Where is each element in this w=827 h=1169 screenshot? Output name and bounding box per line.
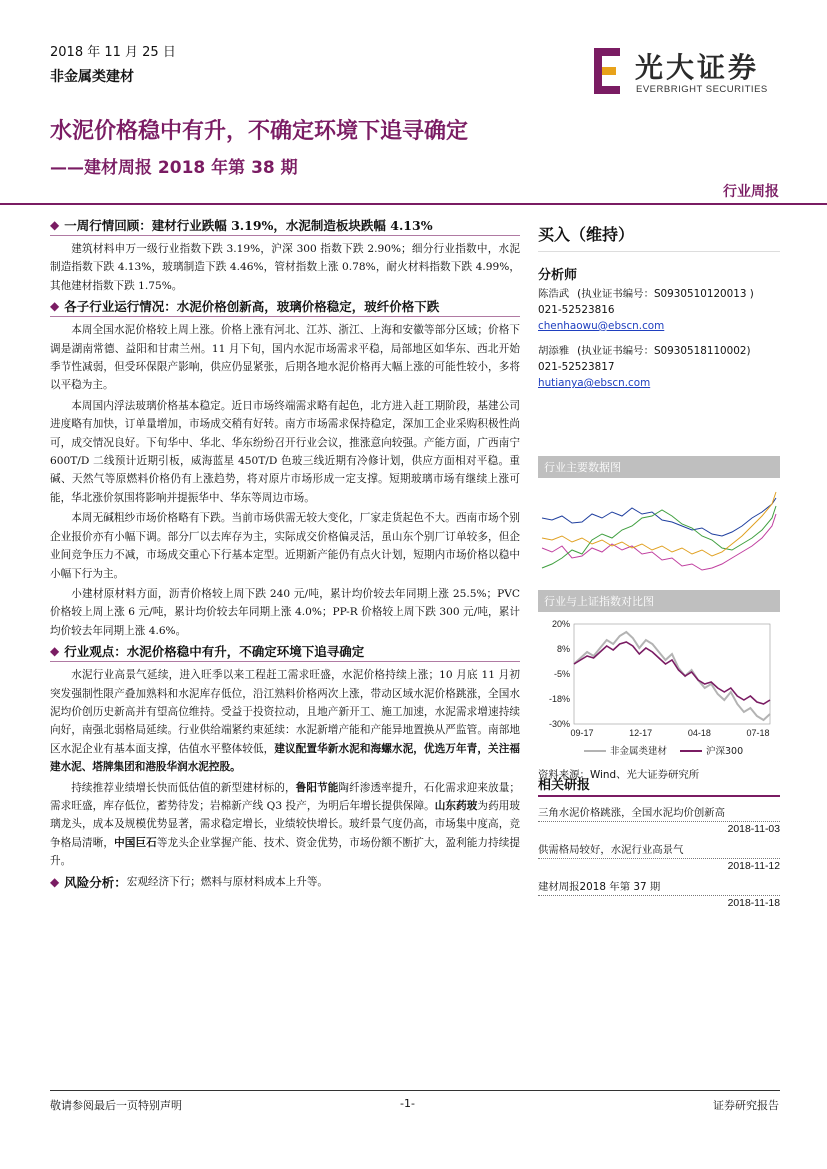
analysts-heading: 分析师: [538, 268, 578, 283]
paragraph: [50, 666, 520, 776]
sector-label: 非金属类建材: [50, 69, 134, 85]
brand-logo: [588, 44, 788, 100]
x-tick-label: 12-17: [629, 728, 653, 738]
paragraph: 本周无碱粗纱市场价格略有下跌。当前市场供需无较大变化，厂家走货起色不大。西南市场个别企业报价亦有小幅下调。部分厂以去库存为主，实际成交价格偏灵活，虽山东个别厂订单较多，但企业间竞争压力不减，市场成交重心下行基本定型。近期新产能仍有点火计划，短期内市场价格以稳中小幅下行为主。: [50, 512, 520, 580]
industry-data-chart: [538, 456, 780, 590]
analyst-email-link[interactable]: chenhaowu@ebscn.com: [538, 319, 665, 332]
analyst-name: 陈浩武: [538, 288, 570, 300]
section-heading: 一周行情回顾：建材行业跌幅 3.19%，水泥制造板块跌幅 4.13%: [64, 218, 433, 233]
diamond-bullet-icon: ◆: [50, 299, 60, 314]
report-subtitle: ——建材周报 2018 年第 38 期: [50, 158, 298, 178]
logo-text-cn: 光大证券: [635, 51, 760, 84]
related-report-date: 2018-11-12: [538, 858, 780, 875]
related-report-title: 建材周报2018 年第 37 期: [538, 881, 661, 893]
analyst-name: 胡添雅: [538, 345, 570, 358]
related-report-title: 供需格局较好，水泥行业高景气: [538, 844, 684, 856]
section-heading: 各子行业运行情况：水泥价格创新高，玻璃价格稳定，玻纤价格下跌: [64, 299, 440, 315]
section-subsector-review: [50, 297, 520, 317]
everbright-logo-icon: [588, 44, 624, 98]
industry-data-plot: [538, 478, 780, 586]
chart-label: 行业与上证指数对比图: [538, 590, 780, 612]
recommendation-text: 建议配置华新水泥和海螺水泥，优选万年青，关注福建水泥、塔牌集团和港股华润水泥控股。: [50, 742, 520, 774]
analyst-cert: (执业证书编号：S0930510120013 ): [577, 288, 754, 300]
header-divider: [0, 203, 827, 205]
y-tick-label: -5%: [553, 669, 570, 679]
paragraph: 小建材原材料方面，沥青价格较上周下跌 240 元/吨，累计均价较去年同期上涨 25.5%；PVC 价格较上周上涨 6 元/吨，累计均价较去年同期上涨 4.0%；PP-R 价格较上周下跌 300 元/吨，累计均价较去年同期上涨 4.6%。: [50, 587, 520, 637]
related-heading: 相关研报: [538, 774, 780, 797]
y-tick-label: -30%: [548, 719, 570, 729]
report-type-tag: 行业周报: [723, 184, 779, 200]
related-report-item[interactable]: [538, 805, 780, 838]
section-heading: 行业观点：水泥价格稳中有升，不确定环境下追寻确定: [64, 644, 365, 660]
stock-name: 中国巨石: [114, 836, 157, 849]
related-report-item[interactable]: [538, 842, 780, 875]
logo-text-en: EVERBRIGHT SECURITIES: [636, 84, 768, 95]
analyst-phone: 021-52523816: [538, 303, 615, 316]
footer-report-type: 证券研究报告: [713, 1099, 779, 1112]
paragraph-text: 等龙头企业掌握产能、技术、资金优势，市场份额不断扩大，盈利能力持续提升。: [50, 836, 521, 868]
paragraph: 本周全国水泥价格较上周上涨。价格上涨有河北、江苏、浙江、上海和安徽等部分区域；价格下调是湖南常德、益阳和甘肃兰州。11 月下旬，国内水泥市场需求平稳，局部地区如华东、西北开始季节性减弱，但受环保限产影响，供应仍显紧张，后期各地水泥价格再大幅上涨的可能性较小，多将以平稳为主。: [50, 324, 520, 392]
analyst-phone: 021-52523817: [538, 361, 615, 374]
paragraph: 建筑材料申万一级行业指数下跌 3.19%，沪深 300 指数下跌 2.90%；细分行业指数中，水泥制造指数下跌 4.13%，玻璃制造下跌 4.46%，管材指数上涨 0.78%，耐火材料指数下跌 4.99%，其他建材指数下跌 1.75%。: [50, 243, 520, 292]
rating: 买入（维持）: [538, 222, 780, 252]
y-tick-label: 20%: [551, 619, 570, 629]
diamond-bullet-icon: ◆: [50, 644, 60, 659]
comparison-plot: [538, 612, 780, 762]
legend-label: 沪深300: [706, 746, 744, 757]
sidebar: [538, 214, 780, 392]
series-line: [574, 632, 770, 720]
analyst-cert: (执业证书编号：S0930518110002): [577, 345, 751, 358]
paragraph-text: 为药用玻璃龙头，成本及规模优势显著，需求稳定增长，业绩较快增长。玻纤景气度仍高，市场集中度高，竞争格局清晰，: [50, 799, 520, 849]
paragraph-text: 持续推荐业绩增长快而低估值的新型建材标的，: [71, 781, 296, 794]
y-tick-label: 8%: [556, 644, 570, 654]
footer-disclaimer: 敬请参阅最后一页特别声明: [50, 1099, 182, 1112]
section-market-review: [50, 216, 520, 236]
report-date: 2018 年 11 月 25 日: [50, 45, 176, 60]
x-tick-label: 07-18: [746, 728, 770, 738]
related-report-title: 三角水泥价格跳涨，全国水泥均价创新高: [538, 807, 726, 819]
page-number: -1-: [400, 1097, 415, 1110]
analyst-card: [538, 287, 780, 334]
risk-text: 宏观经济下行；燃料与原材料成本上升等。: [126, 875, 329, 888]
y-tick-label: -18%: [548, 694, 570, 704]
legend-label: 非金属类建材: [610, 746, 668, 757]
main-content: [50, 214, 520, 896]
x-tick-label: 09-17: [570, 728, 594, 738]
section-industry-view: [50, 642, 520, 662]
paragraph-text: 水泥行业高景气延续，进入旺季以来工程赶工需求旺盛，水泥价格持续上涨；10 月底 11 月初突发强制性限产叠加熟料和水泥库存低位，沿江熟料价格两次上涨，带动区域水泥价格跳涨，全国水泥均价创历史新高并有望高位维持。受益于投资拉动，且地产新开工、施工加速，水泥需求增速持续向好，南强北弱格局延续。行业供给端紧约束延续：水泥新增产能和产能异地置换从严监管。南部地区水泥企业有基本面支撑，估值水平整体较低，: [50, 669, 520, 755]
stock-name: 鲁阳节能: [295, 781, 339, 794]
paragraph-text: 陶纤渗透率提升，石化需求迎来放量；需求旺盛，库存低位，蓄势待发；岩棉新产线 Q3 投产，为明后年增长提供保障。: [50, 781, 521, 812]
series-line: [574, 642, 770, 704]
related-report-date: 2018-11-03: [538, 821, 780, 838]
paragraph: [50, 779, 520, 871]
analyst-card: [538, 344, 780, 391]
related-reports: [538, 774, 780, 916]
industry-vs-index-chart: [538, 590, 780, 781]
section-heading: 风险分析：: [64, 874, 127, 890]
diamond-bullet-icon: ◆: [50, 874, 60, 889]
paragraph: 本周国内浮法玻璃价格基本稳定。近日市场终端需求略有起色，北方进入赶工期阶段，基建公司进度略有加快，订单量增加，市场成交稍有好转。南方市场需求保持稳定，深加工企业采购积极性尚可，成交情况良好。下旬华中、华北、华东纷纷召开行业会议，推涨意向较强。产能方面，广西南宁 600T/D 二线预计近期引板，威海蓝星 450T/D 色玻三线近期有冷修计划，供应方面相对平稳。重碱、天然气等原燃料价格仍有上涨趋势，将对原片市场形成一定支撑。短期玻璃市场有继续上涨可能，华北涨价氛围将影响并提振华中、华东等周边市场。: [50, 399, 520, 504]
stock-name: 山东药玻: [434, 799, 478, 812]
report-title: 水泥价格稳中有升，不确定环境下追寻确定: [50, 119, 469, 144]
section-risk: [50, 873, 520, 892]
chart-label: 行业主要数据图: [538, 456, 780, 478]
x-tick-label: 04-18: [687, 728, 711, 738]
diamond-bullet-icon: ◆: [50, 218, 60, 232]
related-report-date: 2018-11-18: [538, 895, 780, 912]
analyst-email-link[interactable]: hutianya@ebscn.com: [538, 376, 651, 389]
footer-divider: [50, 1090, 780, 1091]
related-report-item[interactable]: [538, 879, 780, 912]
chart-source: 资料来源：Wind、光大证券研究所: [538, 769, 700, 781]
